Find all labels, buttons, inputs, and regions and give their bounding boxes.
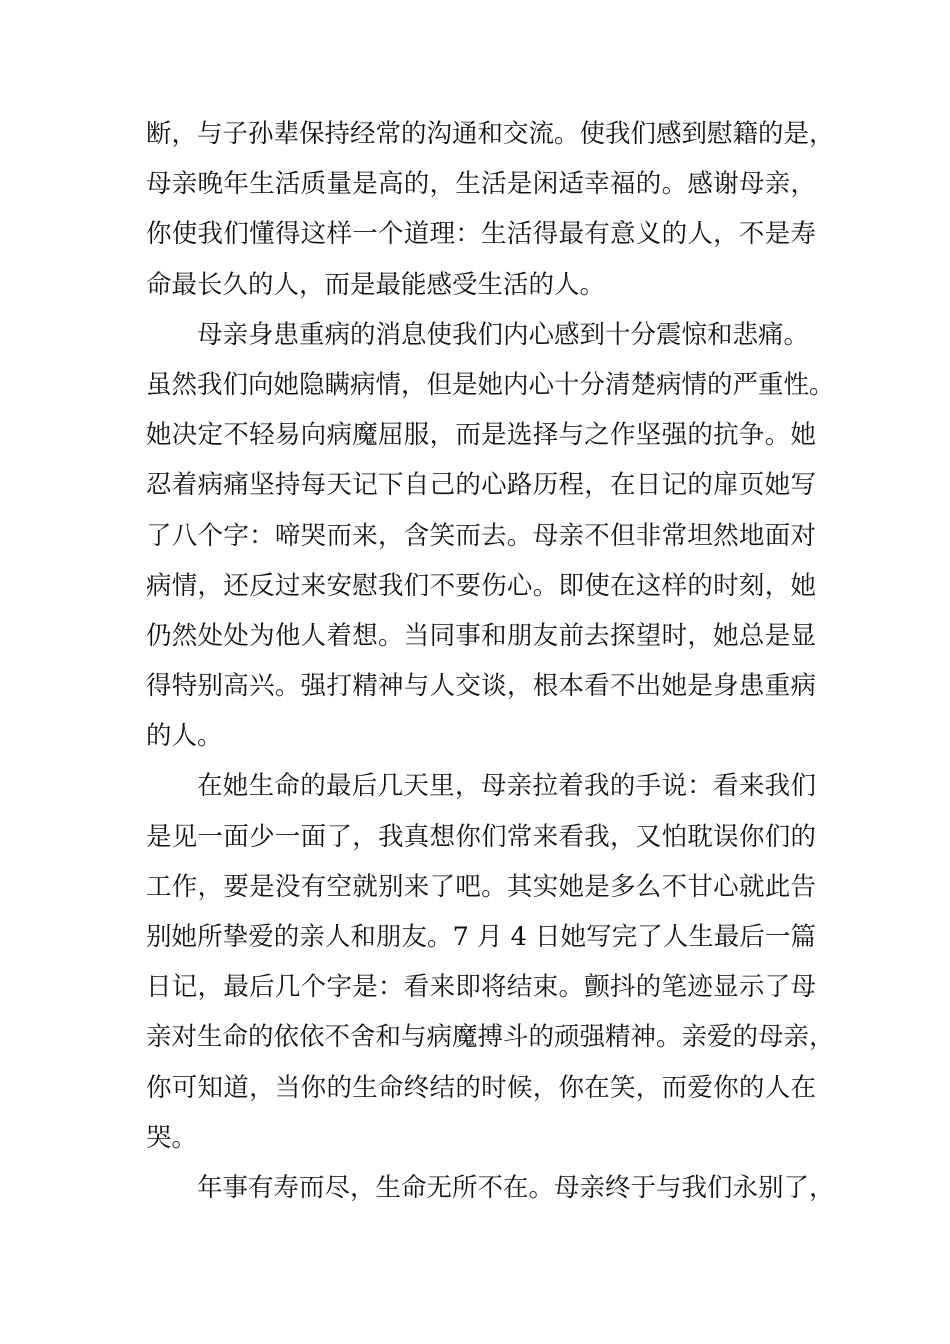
- paragraph: [146, 109, 835, 310]
- text-line: 在她生命的最后几天里，母亲拉着我的手说：看来我们: [197, 771, 816, 802]
- text-line: 得特别高兴。强打精神与人交谈，根本看不出她是身患重病: [146, 671, 816, 702]
- text-line: 日记，最后几个字是：看来即将结束。颤抖的笔迹显示了母: [146, 972, 816, 1003]
- text-line: 年事有寿而尽，生命无所不在。母亲终于与我们永别了，: [197, 1172, 835, 1203]
- text-line: 的人。: [146, 721, 223, 752]
- text-line: 病情，还反过来安慰我们不要伤心。即使在这样的时刻，她: [146, 570, 816, 601]
- text-line: 忍着病痛坚持每天记下自己的心路历程，在日记的扉页她写: [146, 470, 816, 501]
- text-line: 亲对生命的依依不舍和与病魔搏斗的顽强精神。亲爱的母亲，: [146, 1022, 835, 1053]
- paragraph: [146, 1163, 835, 1213]
- text-line: 仍然处处为他人着想。当同事和朋友前去探望时，她总是显: [146, 620, 816, 651]
- paragraph: [146, 310, 835, 762]
- document-body: [146, 109, 835, 1213]
- text-line: 断，与子孙辈保持经常的沟通和交流。使我们感到慰籍的是，: [146, 119, 835, 149]
- text-line: 别她所挚爱的亲人和朋友。7 月 4 日她写完了人生最后一篇: [146, 922, 816, 952]
- text-line: 工作，要是没有空就别来了吧。其实她是多么不甘心就此告: [146, 871, 816, 902]
- text-line: 你可知道，当你的生命终结的时候，你在笑，而爱你的人在: [146, 1072, 816, 1103]
- text-line: 母亲晚年生活质量是高的，生活是闲适幸福的。感谢母亲，: [146, 169, 816, 200]
- text-line: 母亲身患重病的消息使我们内心感到十分震惊和悲痛。: [197, 319, 810, 350]
- text-line: 虽然我们向她隐瞒病情，但是她内心十分清楚病情的严重性。: [146, 369, 835, 400]
- text-line: 她决定不轻易向病魔屈服，而是选择与之作坚强的抗争。她: [146, 420, 816, 451]
- text-line: 你使我们懂得这样一个道理：生活得最有意义的人，不是寿: [146, 219, 816, 250]
- text-line: 了八个字：啼哭而来，含笑而去。母亲不但非常坦然地面对: [146, 520, 816, 551]
- text-line: 哭。: [146, 1122, 198, 1153]
- paragraph: [146, 761, 835, 1163]
- text-line: 命最长久的人，而是最能感受生活的人。: [146, 269, 606, 300]
- text-line: 是见一面少一面了，我真想你们常来看我，又怕耽误你们的: [146, 821, 816, 852]
